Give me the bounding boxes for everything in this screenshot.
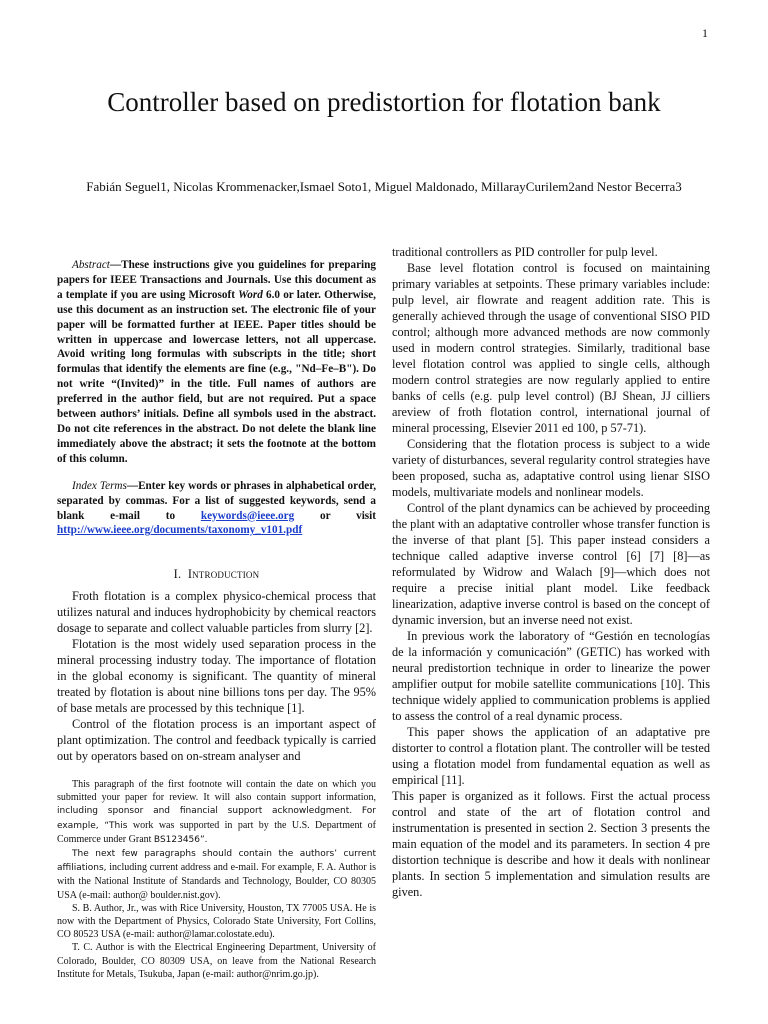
abstract-label: Abstract [72, 259, 110, 271]
body-paragraph-4: Control of the plant dynamics can be achieved by proceeding the plant with an adaptative controller whose transfer function is the inverse of that plant [5]. This paper instead considers a technique called adaptive inverse control [6] [7] [8]—as reformulated by Widrow and Walach [9]—which does not require a precise initial plant model. Like feedback linearization, adaptive inverse control is based on the concept of dynamic inversion, but an inverse need not exist. [392, 501, 710, 627]
footnote-2-part-odd: The next few paragraphs should contain the authors’ current affiliations, [57, 849, 376, 874]
index-terms-text: —Enter key words or phrases in alphabetical order, separated by commas. For a list of suggested keywords, send a blank e-mail to [57, 479, 376, 522]
left-column [57, 258, 376, 764]
footnote-1-part-odd: including sponsor and financial support acknowledgment. For example, “This [57, 806, 376, 831]
author-list: Fabián Seguel1, Nicolas Krommenacker,Ismael Soto1, Miguel Maldonado, MillarayCurilem2and Nestor Becerra3 [86, 179, 682, 194]
abstract-word: Word [238, 288, 263, 301]
footnote-1-part-a: This paragraph of the first footnote will contain the date on which you submitted your paper for review. It will also contain support information, [57, 779, 376, 804]
paper-title: Controller based on predistortion for flotation bank [107, 87, 661, 117]
section-heading-introduction [57, 566, 376, 582]
index-terms-label: Index Terms [72, 479, 127, 492]
footnote-2-part-b: including current address and e-mail. For example, F. A. Author is with the National Institute of Standards and Technology, Boulder, CO 80305 USA (e-mail: author@ boulder.nist.gov). [57, 862, 376, 901]
body-paragraph-2: Base level flotation control is focused on maintaining primary variables at setpoints. These primary variables include: pulp level, air flowrate and reagent addition rate. This is generally achieved through the usage of conventional SISO PID control; although more advanced methods are now commonly used in modern control strategies. Similarly, traditional base level flotation control was applied to single cells, although modern control strategies are now regularly applied to entire banks of cells (e.g. pulp level control) (BJ Shean, JJ cilliers areview of froth flotation control, international journal of mineral processing, Elsevier 2011 ed 100, p 57-71). [392, 261, 710, 435]
index-terms-or-visit: or visit [294, 509, 376, 522]
body-paragraph-5: In previous work the laboratory of “Gestión en tecnologías de la información y comunicación” (GETIC) has worked with neural predistortion technique in order to linearize the power amplifier output for mobile satellite communications [10]. This technique widely applied to communication problems is applied to assess the control of a real dynamic process. [392, 629, 710, 723]
index-terms [57, 479, 376, 539]
page-number: 1 [702, 26, 708, 40]
right-column [392, 244, 710, 900]
keywords-email-link[interactable]: keywords@ieee.org [200, 509, 295, 522]
taxonomy-url-link[interactable]: http://www.ieee.org/documents/taxonomy_v101.pdf [57, 524, 303, 537]
abstract-text-2: 6.0 or later. Otherwise, use this document as an instruction set. The electronic file of your paper will be formatted further at IEEE. Paper titles should be written in uppercase and lowercase letters, not all uppercase. Avoid writing long formulas with subscripts in the title; short formulas that identify the elements are fine (e.g., "Nd–Fe–B"). Do not write [57, 288, 376, 391]
footnote-4: T. C. Author is with the Electrical Engineering Department, University of Colorado, Boulder, CO 80309 USA, on leave from the National Research Institute for Metals, Tsukuba, Japan (e-mail: author@nrim.go.jp). [57, 942, 376, 980]
footnote-3: S. B. Author, Jr., was with Rice University, Houston, TX 77005 USA. He is now with the Department of Physics, Colorado State University, Fort Collins, CO 80523 USA (e-mail: author@lamar.colostate.edu). [57, 902, 376, 941]
intro-paragraph-3: Control of the flotation process is an important aspect of plant optimization. The control and feedback typically is carried out by operators based on on-stream analyser and [57, 717, 376, 764]
footnote-1-grant: BS123456”. [153, 834, 208, 845]
intro-paragraph-2: Flotation is the most widely used separation process in the mineral processing industry today. The importance of flotation in the global economy is significant. The quantity of mineral treated by flotation is about nine billions tons per day. The 95% of base metals are processed by this technique [1]. [57, 637, 376, 716]
abstract-invited-note: “(Invited)” in the title. Full names of authors are preferred in the author field, but are not required. Put a space between authors’ initials. [57, 378, 376, 421]
footnote-1 [57, 778, 376, 847]
footnote-1-part-b: work was supported in part by the U.S. Department of Commerce under Grant [57, 819, 376, 845]
body-paragraph-6: This paper shows the application of an adaptative pre distorter to control a flotation plant. The controller will be tested using a flotation model from fundamental equation as well as empirical [11]. [392, 725, 710, 787]
body-paragraph-3: Considering that the flotation process is subject to a wide variety of disturbances, several regularity control strategies have been proposed, sucha as, adaptative control using lienar SISO models, multivariate models and nonlinear models. [392, 437, 710, 499]
footnotes [57, 778, 376, 981]
section-title: Introduction [187, 567, 260, 582]
body-paragraph-1: traditional controllers as PID controller for pulp level. [392, 245, 658, 259]
intro-paragraph-1: Froth flotation is a complex physico-chemical process that utilizes natural and induces hydrophobicity by chemical reactors dosage to separate and collect valuable particles from slurry [2]. [57, 589, 376, 636]
abstract-text-1: —These instructions give you guidelines for preparing papers for IEEE Transactions and Journals. Use this document as a template if you are using Microsoft [57, 259, 376, 301]
section-numeral: I. [173, 567, 182, 582]
body-paragraph-7: This paper is organized as it follows. First the actual process control and state of the art of flotation control and instrumentation is presented in section 2. Section 3 presents the main equation of the model and its parameters. In section 4 pre distortion technique is describe and how it deals with nonlinear plants. In section 5 implementation and simulation results are given. [392, 789, 710, 899]
footnote-2 [57, 847, 376, 902]
abstract-text-3: Define all symbols used in the abstract. Do not cite references in the abstract. Do not delete the blank line immediately above the abstract; it sets the footnote at the bottom of this column. [57, 408, 376, 465]
abstract [57, 258, 376, 467]
